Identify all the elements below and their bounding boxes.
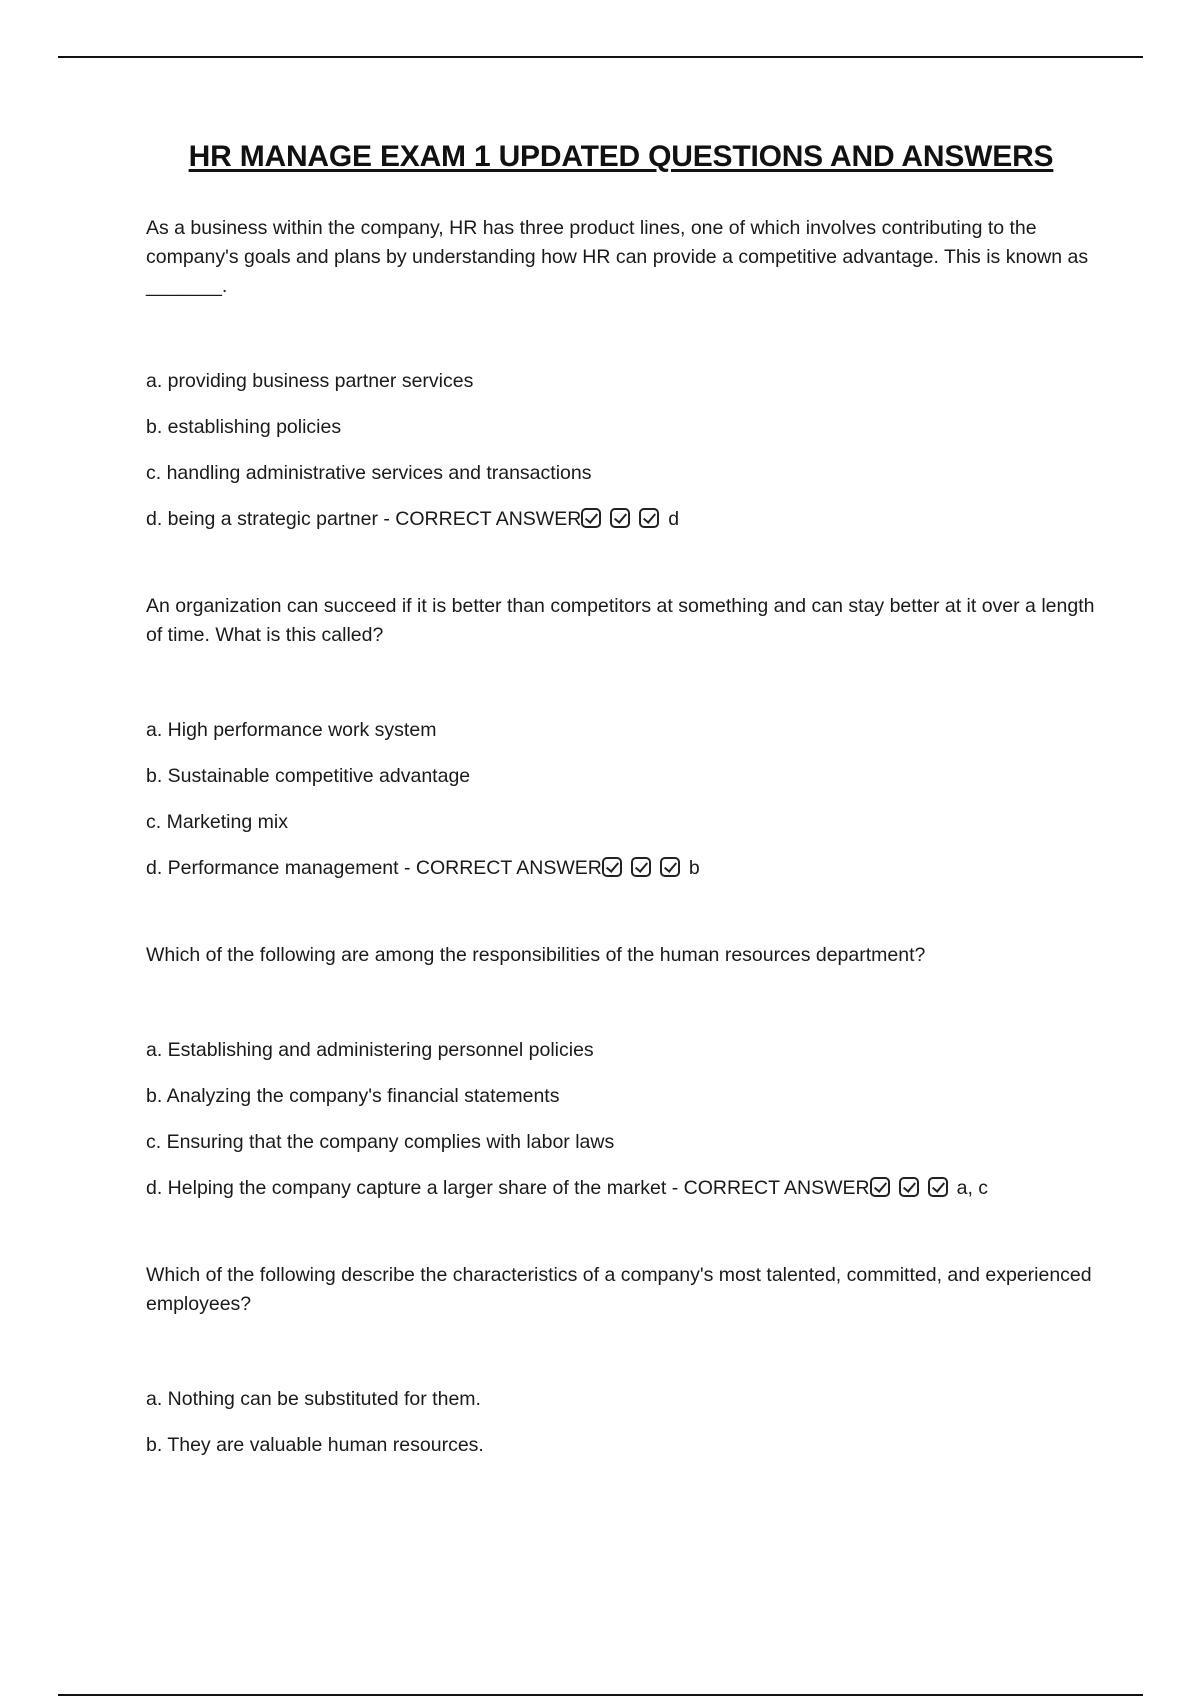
answer-option: [146, 1385, 1096, 1414]
checkbox-icon: [631, 857, 651, 877]
checkbox-icon: [870, 1177, 890, 1197]
option-text: d. being a strategic partner - CORRECT ANSWER: [146, 508, 582, 530]
option-text: a. Nothing can be substituted for them.: [146, 1388, 481, 1410]
correct-answer: b: [688, 857, 700, 879]
question-block: [146, 1261, 1096, 1460]
checkbox-icon: [928, 1177, 948, 1197]
correct-answer: d: [668, 508, 680, 530]
correct-answer: a, c: [956, 1177, 989, 1199]
checkbox-icon: [660, 857, 680, 877]
option-text: b. Sustainable competitive advantage: [146, 765, 471, 787]
answer-option: [146, 1431, 1096, 1460]
option-text: b. establishing policies: [146, 416, 342, 438]
answer-option: [146, 1128, 1096, 1157]
option-text: b. They are valuable human resources.: [146, 1434, 484, 1456]
exam-document: [146, 140, 1096, 1518]
answer-option: [146, 367, 1096, 396]
question-block: [146, 941, 1096, 1203]
checkbox-icon: [581, 508, 601, 528]
checkbox-icon: [899, 1177, 919, 1197]
question-block: [146, 214, 1096, 534]
footer-rule: [58, 1694, 1143, 1696]
checkbox-icon: [610, 508, 630, 528]
answer-option: [146, 716, 1096, 745]
checkbox-icon: [602, 857, 622, 877]
answer-option: [146, 1036, 1096, 1065]
option-text: c. handling administrative services and transactions: [146, 462, 592, 484]
answer-option: [146, 762, 1096, 791]
answer-option: [146, 413, 1096, 442]
answer-option: [146, 1174, 1096, 1203]
question-text: Which of the following describe the characteristics of a company's most talented, committed, and experienced employees?: [146, 1264, 1092, 1315]
answer-option: [146, 808, 1096, 837]
option-text: a. providing business partner services: [146, 370, 474, 392]
question-text: As a business within the company, HR has three product lines, one of which involves contributing to the company's goals and plans by understanding how HR can provide a competitive advantage. This is known as _______.: [146, 217, 1089, 297]
answer-option: [146, 1082, 1096, 1111]
option-text: a. Establishing and administering personnel policies: [146, 1039, 594, 1061]
question-text: An organization can succeed if it is better than competitors at something and can stay better at it over a length of time. What is this called?: [146, 595, 1095, 646]
answer-option: [146, 854, 1096, 883]
option-text: c. Ensuring that the company complies with labor laws: [146, 1131, 615, 1153]
option-text: b. Analyzing the company's financial statements: [146, 1085, 560, 1107]
header-rule: [58, 56, 1143, 58]
option-text: c. Marketing mix: [146, 811, 288, 833]
answer-option: [146, 505, 1096, 534]
question-block: [146, 592, 1096, 883]
question-text: Which of the following are among the responsibilities of the human resources department?: [146, 944, 926, 966]
answer-option: [146, 459, 1096, 488]
option-text: d. Helping the company capture a larger share of the market - CORRECT ANSWER: [146, 1177, 870, 1199]
checkbox-icon: [639, 508, 659, 528]
page-title: HR MANAGE EXAM 1 UPDATED QUESTIONS AND ANSWERS: [188, 140, 1054, 173]
option-text: d. Performance management - CORRECT ANSWER: [146, 857, 602, 879]
option-text: a. High performance work system: [146, 719, 437, 741]
